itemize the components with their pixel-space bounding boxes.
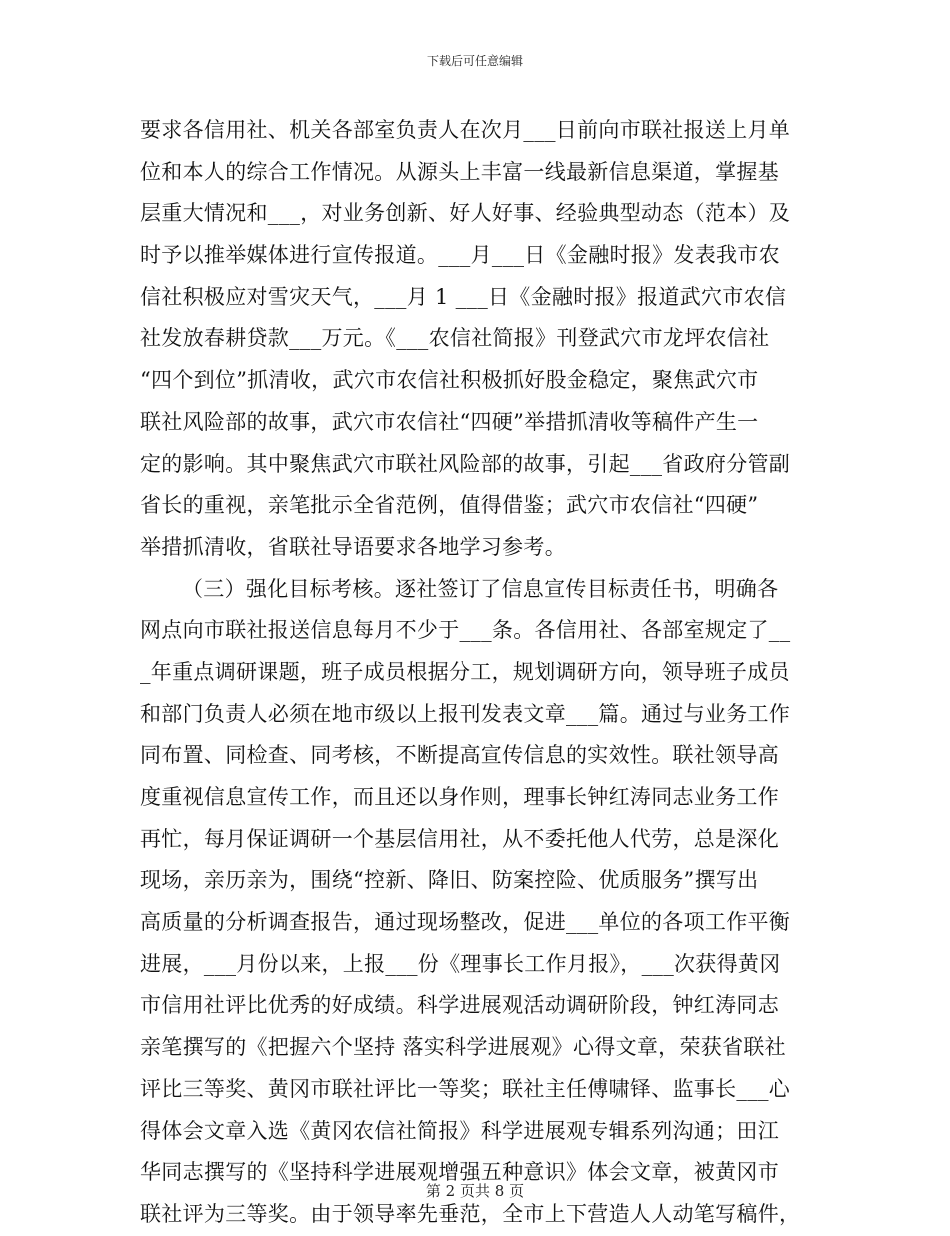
text-line: 省长的重视，亲笔批示全省范例，值得借鉴；武穴市农信社“四硬”	[140, 493, 759, 518]
text-line: 层重大情况和___，对业务创新、好人好事、经验典型动态（范本）及	[140, 201, 791, 226]
text-line: 评比三等奖、黄冈市联社评比一等奖；联社主任傅啸铎、监事长___心	[140, 1076, 791, 1101]
text-line: 举措抓清收，省联社导语要求各地学习参考。	[140, 534, 566, 559]
text-line: 高质量的分析调查报告，通过现场整改，促进___单位的各项工作平衡	[140, 910, 791, 935]
page-header: 下载后可任意编辑	[426, 54, 523, 68]
text-line: 要求各信用社、机关各部室负责人在次月___日前向市联社报送上月单	[140, 118, 791, 142]
text-line: 和部门负责人必须在地市级以上报刊发表文章___篇。通过与业务工作	[140, 701, 791, 726]
text-line: 社发放春耕贷款___万元。《___农信社简报》刊登武穴市龙坪农信社	[140, 326, 770, 351]
text-line: 信社积极应对雪灾天气，___月 1 ___日《金融时报》报道武穴市农信	[140, 284, 787, 309]
text-line: 亲笔撰写的《把握六个坚持 落实科学进展观》心得文章，荣获省联社	[140, 1035, 786, 1060]
text-line: 联社风险部的故事，武穴市农信社“四硬”举措抓清收等稿件产生一	[140, 409, 759, 434]
text-line: 位和本人的综合工作情况。从源头上丰富一线最新信息渠道，掌握基	[140, 159, 779, 184]
text-line: 进展，___月份以来，上报___份《理事长工作月报》，___次获得黄冈	[140, 951, 781, 976]
page-number-footer: 第 2 页共 8 页	[425, 1182, 525, 1200]
text-line: 网点向市联社报送信息每月不少于___条。各信用社、各部室规定了__	[140, 618, 791, 643]
text-line: 定的影响。其中聚焦武穴市联社风险部的故事，引起___省政府分管副	[140, 451, 791, 476]
document-body	[140, 110, 812, 1236]
text-line: 联社评为三等奖。由于领导率先垂范，全市上下营造人人动笔写稿件，	[140, 1201, 801, 1226]
text-line: _年重点调研课题，班子成员根据分工，规划调研方向，领导班子成员	[140, 659, 790, 684]
section-heading-line: （三）强化目标考核。逐社签订了信息宣传目标责任书，明确各	[182, 576, 779, 601]
text-line: 得体会文章入选《黄冈农信社简报》科学进展观专辑系列沟通；田江	[140, 1118, 779, 1143]
text-line: 度重视信息宣传工作，而且还以身作则，理事长钟红涛同志业务工作	[140, 785, 779, 809]
text-line: 华同志撰写的《坚持科学进展观增强五种意识》体会文章，被黄冈市	[140, 1160, 779, 1185]
text-line: 时予以推举媒体进行宣传报道。___月___日《金融时报》发表我市农	[140, 243, 780, 268]
text-line: 再忙，每月保证调研一个基层信用社，从不委托他人代劳，总是深化	[140, 826, 779, 851]
text-line: 市信用社评比优秀的好成绩。科学进展观活动调研阶段，钟红涛同志	[140, 993, 779, 1018]
text-line: 同布置、同检查、同考核，不断提高宣传信息的实效性。联社领导高	[140, 743, 779, 768]
text-line: “四个到位”抓清收，武穴市农信社积极抓好股金稳定，聚焦武穴市	[140, 368, 759, 393]
text-line: 现场，亲历亲为，围绕“控新、降旧、防案控险、优质服务”撰写出	[140, 868, 759, 893]
